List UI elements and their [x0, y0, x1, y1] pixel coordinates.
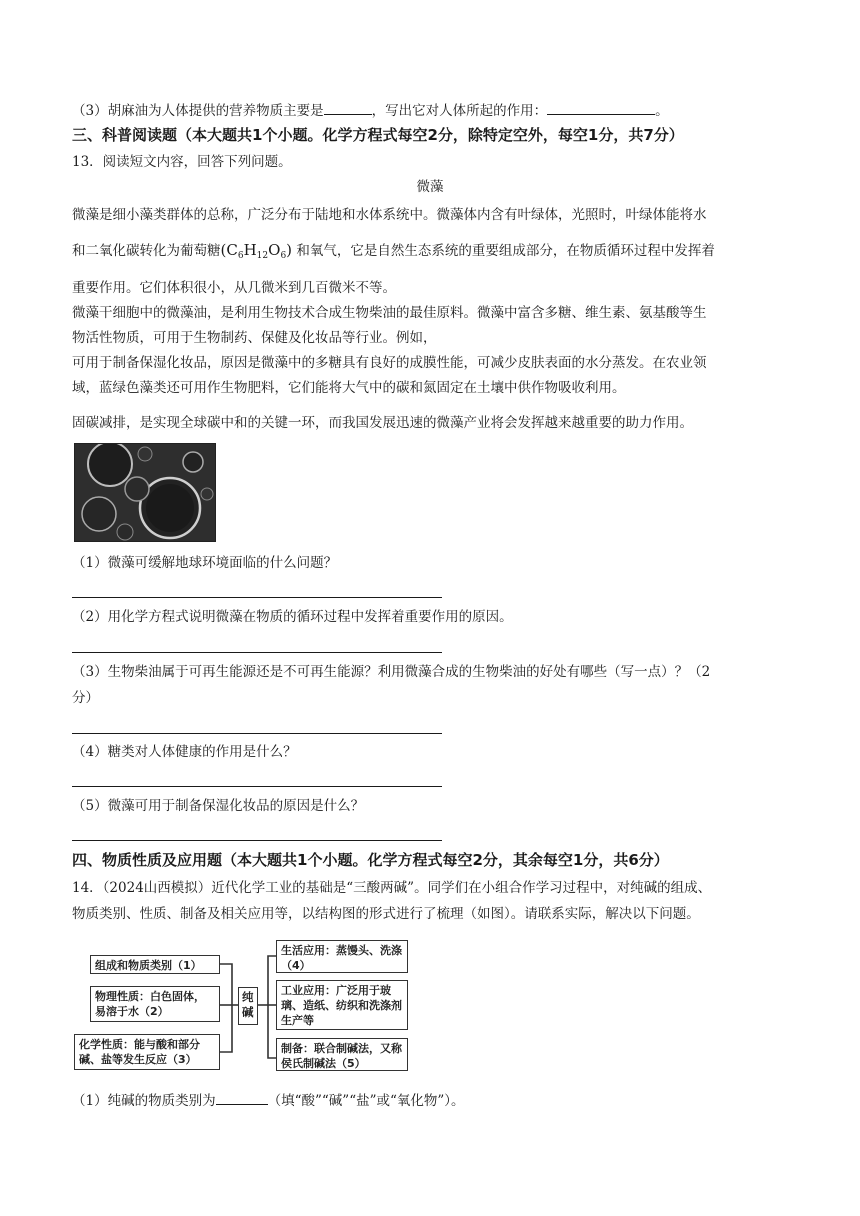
answer-line[interactable]	[72, 840, 442, 841]
q13-question-4: （4）糖类对人体健康的作用是什么？	[72, 744, 297, 760]
glucose-formula: $(C_6H_{12}O_6)$	[220, 241, 293, 261]
article-text: 微藻干细胞中的微藻油，是利用生物技术合成生物柴油的最佳原料。微藻中富含多糖、维生素、氨基酸等生	[72, 305, 707, 321]
answer-line[interactable]	[72, 786, 442, 787]
answer-blank[interactable]	[324, 100, 372, 115]
diagram-box-physical: 物理性质：白色固体，易溶于水（2）	[90, 986, 220, 1022]
diagram-center-soda-ash: 纯碱	[238, 987, 258, 1025]
q13-question-3-wrap: 分）	[72, 690, 99, 706]
q14-part1: （1）纯碱的物质类别为 （填“酸”“碱”“盐”或“氧化物”）。	[72, 1090, 465, 1111]
article-text: 可用于制备保湿化妆品，原因是微藻中的多糖具有良好的成膜性能，可减少皮肤表面的水分蒸发。在农业领	[72, 355, 707, 371]
diagram-box-industrial-use: 工业应用：广泛用于玻璃、造纸、纺织和洗涤剂生产等	[276, 980, 408, 1030]
q13-question-2: （2）用化学方程式说明微藻在物质的循环过程中发挥着重要作用的原因。	[72, 609, 513, 625]
answer-blank[interactable]	[547, 100, 655, 115]
answer-line[interactable]	[72, 597, 442, 598]
section-4-title: 四、物质性质及应用题（本大题共1个小题。化学方程式每空2分，其余每空1分，共6分）	[72, 851, 669, 869]
q13-question-3: （3）生物柴油属于可再生能源还是不可再生能源？利用微藻合成的生物柴油的好处有哪些（写一点）？（2	[72, 664, 711, 680]
article-text: 域，蓝绿色藻类还可用作生物肥料，它们能将大气中的碳和氮固定在土壤中供作物吸收利用。	[72, 380, 626, 396]
article-text: 和二氧化碳转化为葡萄糖$(C_6H_{12}O_6)$ 和氧气，它是自然生态系统的重要组成部分，在物质循环过程中发挥着	[72, 241, 715, 261]
answer-line[interactable]	[72, 652, 442, 653]
q12-part3: （3）胡麻油为人体提供的营养物质主要是 ，写出它对人体所起的作用： 。	[72, 100, 669, 121]
article-text: 重要作用。它们体积很小，从几微米到几百微米不等。	[72, 280, 396, 296]
diagram-box-chemical: 化学性质：能与酸和部分碱、盐等发生反应（3）	[74, 1034, 220, 1070]
answer-blank[interactable]	[216, 1090, 268, 1105]
diagram-box-preparation: 制备：联合制碱法，又称侯氏制碱法（5）	[276, 1038, 408, 1071]
q13-intro: 13．阅读短文内容，回答下列问题。	[72, 154, 292, 170]
q14-text: 物质类别、性质、制备及相关应用等，以结构图的形式进行了梳理（如图）。请联系实际，解决以下问题。	[72, 906, 700, 922]
answer-line[interactable]	[72, 733, 442, 734]
q13-question-5: （5）微藻可用于制备保湿化妆品的原因是什么？	[72, 798, 365, 814]
article-title: 微藻	[416, 179, 444, 195]
article-text: 固碳减排，是实现全球碳中和的关键一环，而我国发展迅速的微藻产业将会发挥越来越重要的助力作用。	[72, 415, 693, 431]
q13-question-1: （1）微藻可缓解地球环境面临的什么问题？	[72, 555, 338, 571]
soda-ash-concept-diagram	[72, 938, 412, 1074]
microalgae-photo	[74, 443, 216, 542]
diagram-box-daily-use: 生活应用：蒸馒头、洗涤（4）	[276, 940, 408, 973]
q14-text: 14．（2024山西模拟）近代化学工业的基础是“三酸两碱”。同学们在小组合作学习过程中，对纯碱的组成、	[72, 880, 712, 896]
diagram-box-composition: 组成和物质类别（1）	[90, 955, 220, 974]
article-text: 微藻是细小藻类群体的总称，广泛分布于陆地和水体系统中。微藻体内含有叶绿体，光照时，叶绿体能将水	[72, 207, 707, 223]
article-text: 物活性物质，可用于生物制药、保健及化妆品等行业。例如，	[72, 330, 437, 346]
section-3-title: 三、科普阅读题（本大题共1个小题。化学方程式每空2分，除特定空外，每空1分，共7分）	[72, 126, 684, 144]
